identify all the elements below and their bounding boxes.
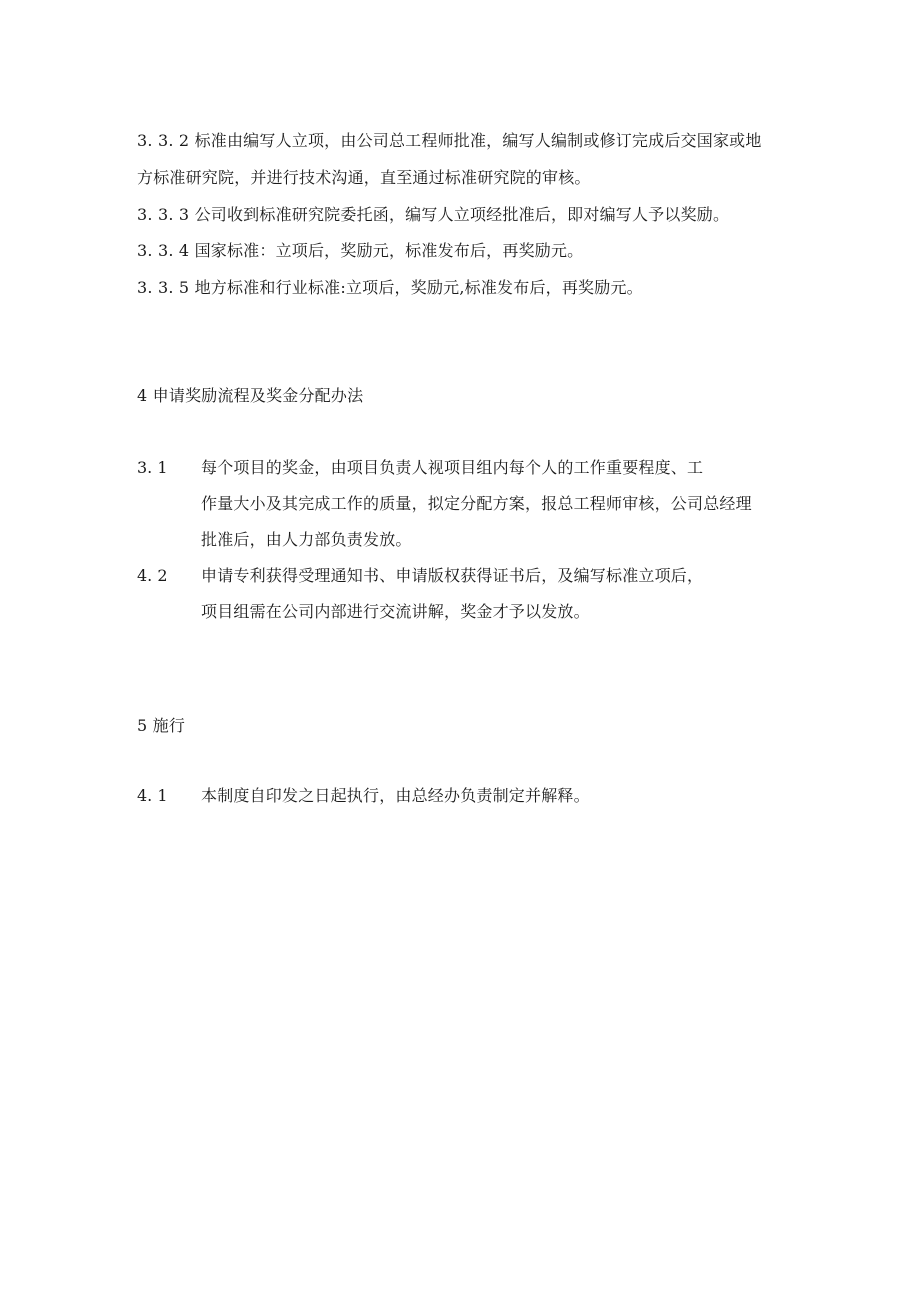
clause-3-3-2-line-1: 3. 3. 2 标准由编写人立项，由公司总工程师批准，编写人编制或修订完成后交国家或地 [137,131,762,150]
item-3-1-line-1: 每个项目的奖金，由项目负责人视项目组内每个人的工作重要程度、工 [201,458,704,477]
item-4-2-number: 4. 2 [137,566,168,585]
section-5-heading: 5 施行 [137,716,186,735]
item-3-1-number: 3. 1 [137,458,168,477]
clause-3-3-3: 3. 3. 3 公司收到标准研究院委托函，编写人立项经批准后，即对编写人予以奖励。 [137,205,730,224]
item-4-2-line-2: 项目组需在公司内部进行交流讲解，奖金才予以发放。 [201,602,590,621]
clause-3-3-5: 3. 3. 5 地方标准和行业标准:立项后，奖励元,标准发布后，再奖励元。 [137,278,643,297]
item-3-1-line-2: 作量大小及其完成工作的质量，拟定分配方案，报总工程师审核，公司总经理 [201,494,752,513]
item-4-1-number: 4. 1 [137,786,168,805]
item-4-2-line-1: 申请专利获得受理通知书、申请版权获得证书后，及编写标准立项后， [201,566,704,585]
clause-3-3-2-line-2: 方标准研究院，并进行技术沟通，直至通过标准研究院的审核。 [137,168,591,187]
item-3-1-line-3: 批准后，由人力部负责发放。 [201,530,412,549]
section-4-heading: 4 申请奖励流程及奖金分配办法 [137,386,364,405]
item-4-1-text: 本制度自印发之日起执行，由总经办负责制定并解释。 [201,786,590,805]
clause-3-3-4: 3. 3. 4 国家标准：立项后，奖励元，标准发布后，再奖励元。 [137,241,584,260]
